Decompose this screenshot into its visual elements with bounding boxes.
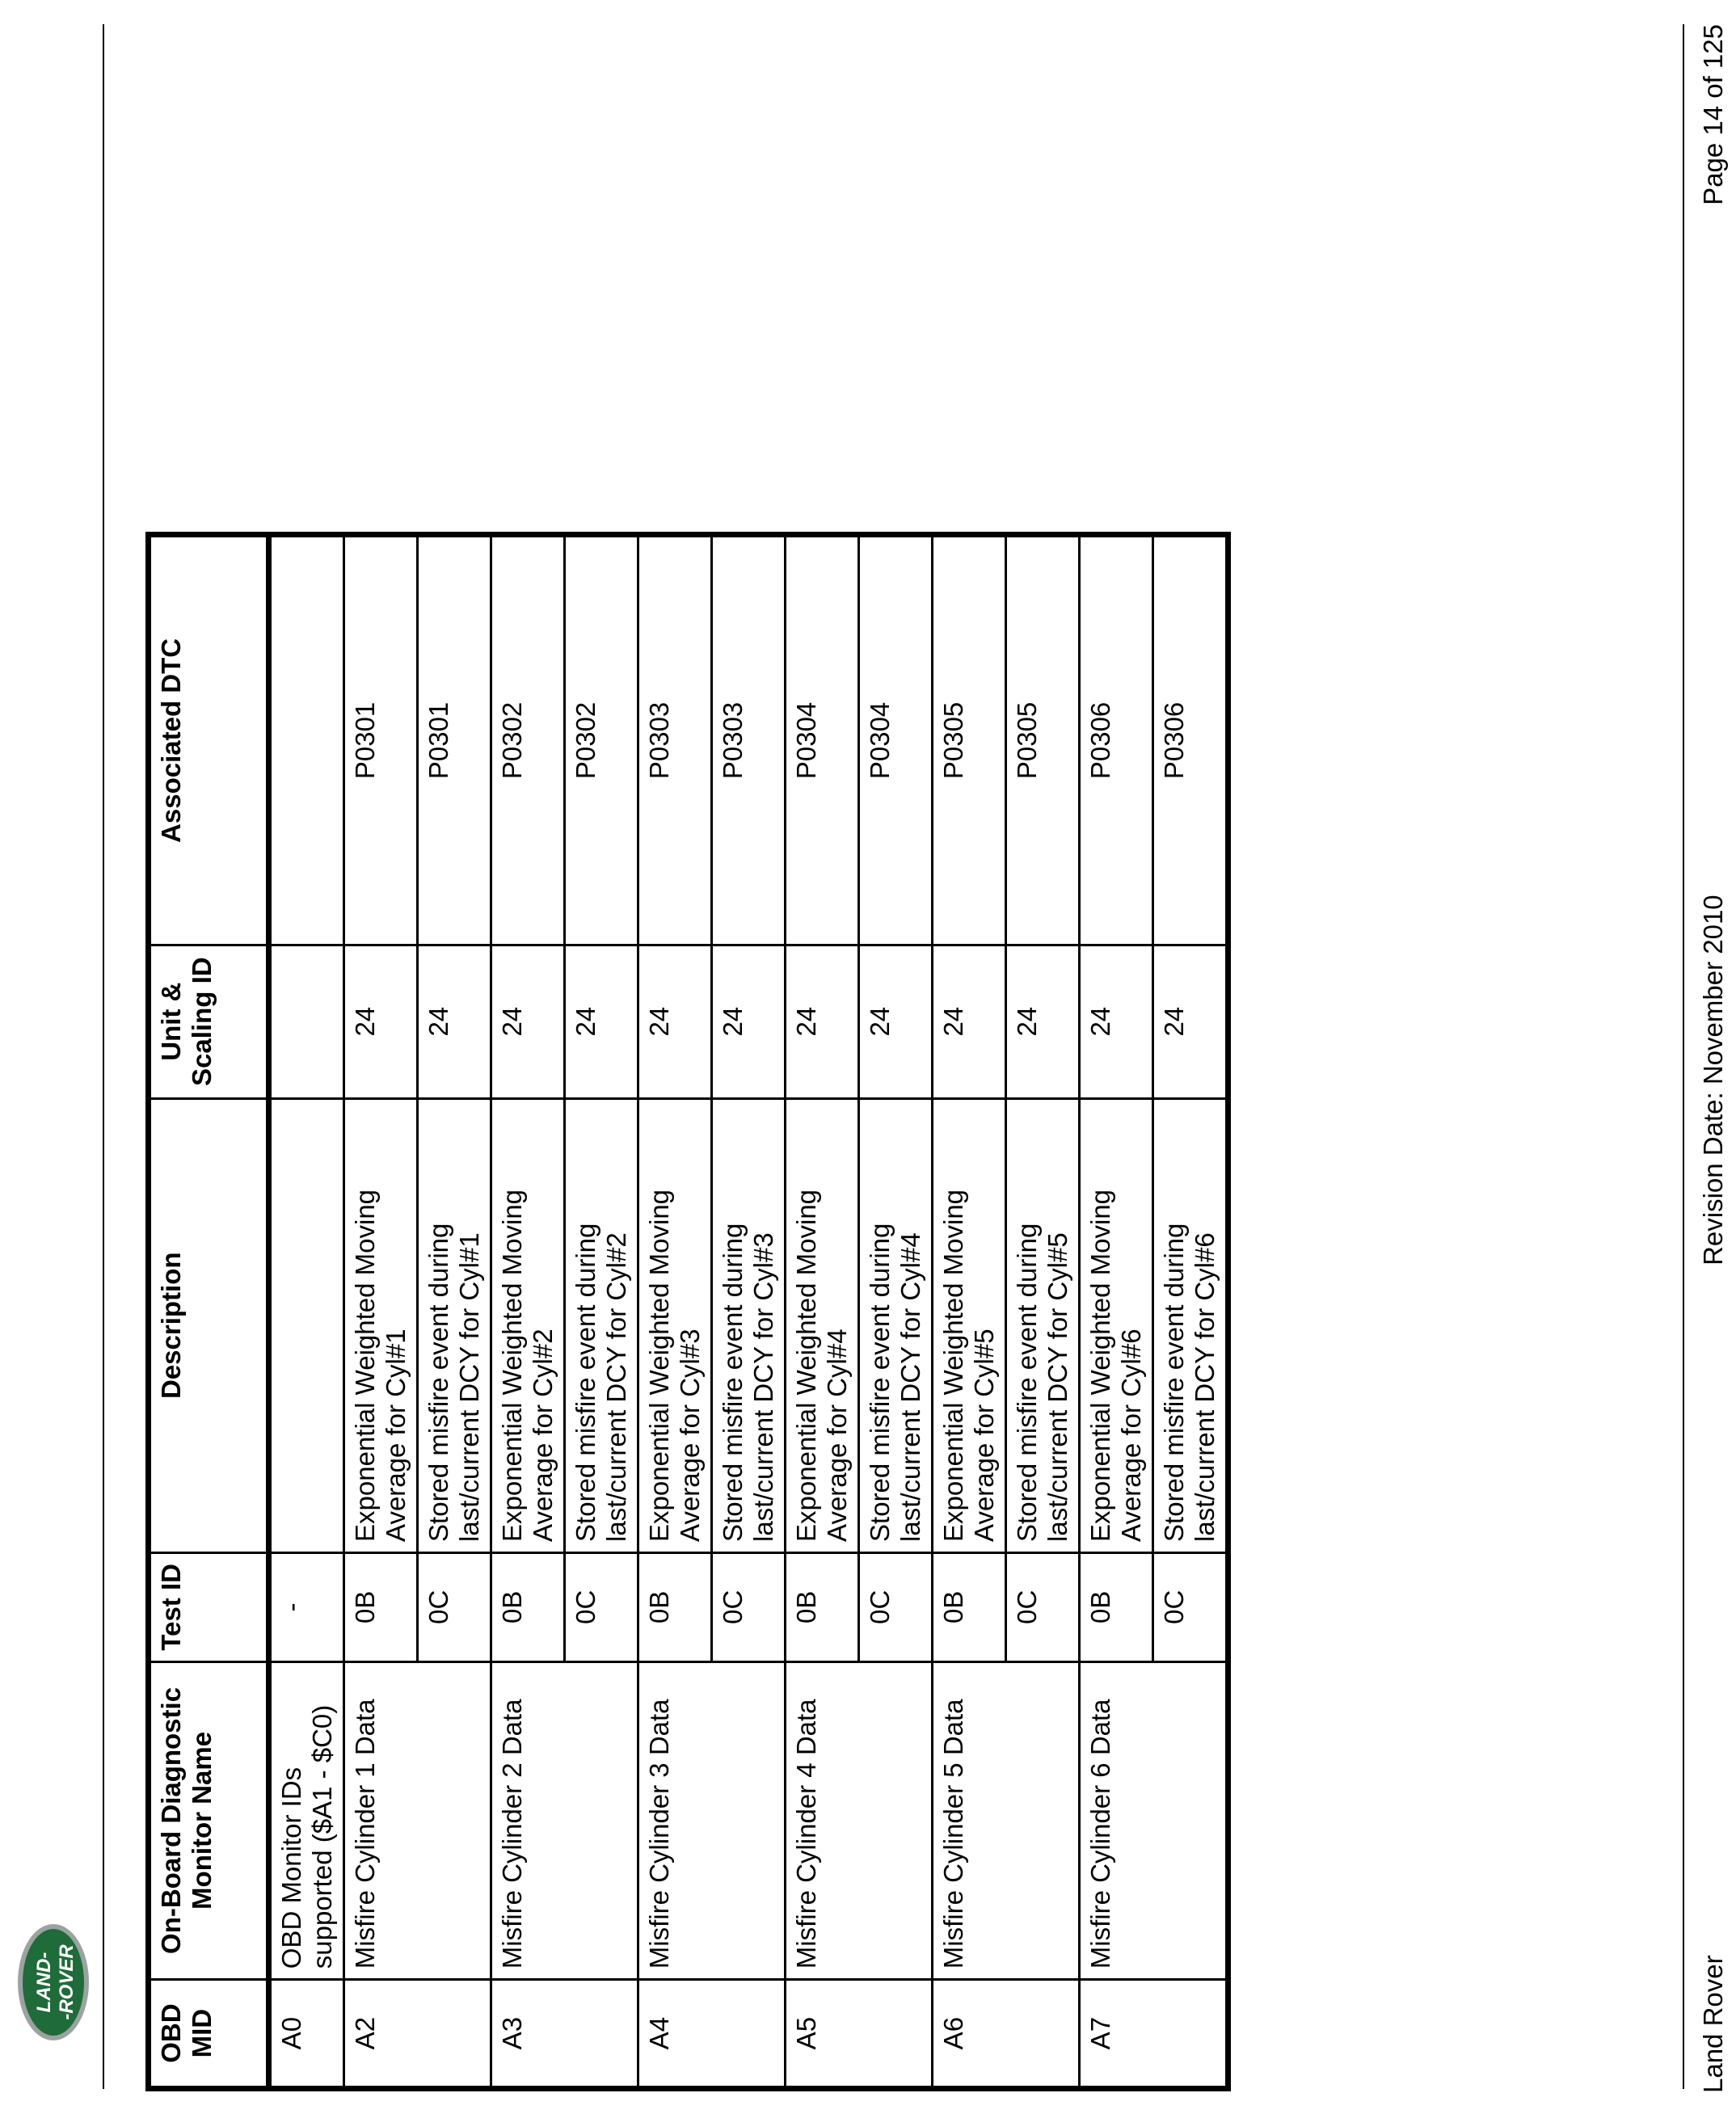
cell-test-id: 0B [491, 1552, 565, 1661]
cell-mid: A5 [786, 1980, 933, 2089]
header-monitor-name: On-Board Diagnostic Monitor Name [149, 1661, 269, 1980]
header-test-id: Test ID [149, 1552, 269, 1661]
cell-unit: 24 [1006, 945, 1080, 1098]
table-row [638, 535, 712, 2089]
footer-page-number: Page 14 of 125 [1698, 24, 1728, 205]
page-footer [1689, 24, 1736, 2093]
table-row [491, 535, 565, 2089]
cell-unit: 24 [565, 945, 638, 1098]
cell-unit: 24 [859, 945, 933, 1098]
cell-test-id: 0B [786, 1552, 859, 1661]
cell-description: Stored misfire event during last/current DCY for Cyl#5 [1006, 1098, 1080, 1552]
cell-mid: A0 [269, 1980, 344, 2089]
cell-description: Exponential Weighted Moving Average for Cyl#5 [933, 1098, 1006, 1552]
header-associated-dtc: Associated DTC [149, 535, 269, 945]
header-rule [103, 24, 104, 2089]
cell-test-id: 0B [344, 1552, 418, 1661]
table-body [269, 535, 1228, 2089]
cell-unit: 24 [638, 945, 712, 1098]
cell-unit: 24 [418, 945, 491, 1098]
table-row [269, 535, 344, 2089]
table-row [786, 535, 859, 2089]
table-header-row [149, 535, 269, 2089]
cell-dtc: P0306 [1080, 535, 1153, 945]
table-container [145, 532, 1231, 2091]
cell-unit: 24 [344, 945, 418, 1098]
cell-unit [269, 945, 344, 1098]
cell-test-id: 0B [638, 1552, 712, 1661]
table-row [344, 535, 418, 2089]
cell-test-id: 0B [933, 1552, 1006, 1661]
cell-test-id: 0C [565, 1552, 638, 1661]
cell-test-id: 0C [418, 1552, 491, 1661]
footer-rule [1683, 24, 1684, 2089]
cell-description: Stored misfire event during last/current DCY for Cyl#4 [859, 1098, 933, 1552]
cell-test-id: 0B [1080, 1552, 1153, 1661]
cell-description: Exponential Weighted Moving Average for Cyl#3 [638, 1098, 712, 1552]
svg-text:LAND-: LAND- [33, 1952, 55, 2013]
cell-test-id: - [269, 1552, 344, 1661]
cell-unit: 24 [786, 945, 859, 1098]
svg-text:-ROVER: -ROVER [56, 1944, 78, 2020]
cell-monitor-name: OBD Monitor IDs supported ($A1 - $C0) [269, 1661, 344, 1980]
cell-monitor-name: Misfire Cylinder 1 Data [344, 1661, 491, 1980]
cell-dtc: P0301 [344, 535, 418, 945]
cell-mid: A3 [491, 1980, 638, 2089]
cell-dtc: P0302 [491, 535, 565, 945]
cell-description: Exponential Weighted Moving Average for Cyl#4 [786, 1098, 859, 1552]
cell-monitor-name: Misfire Cylinder 3 Data [638, 1661, 786, 1980]
cell-mid: A4 [638, 1980, 786, 2089]
cell-monitor-name: Misfire Cylinder 6 Data [1080, 1661, 1228, 1980]
cell-description: Exponential Weighted Moving Average for Cyl#6 [1080, 1098, 1153, 1552]
table-row [933, 535, 1006, 2089]
cell-unit: 24 [1153, 945, 1228, 1098]
cell-dtc: P0306 [1153, 535, 1228, 945]
cell-test-id: 0C [712, 1552, 786, 1661]
cell-test-id: 0C [1006, 1552, 1080, 1661]
table-row [1080, 535, 1153, 2089]
cell-description: Stored misfire event during last/current DCY for Cyl#1 [418, 1098, 491, 1552]
cell-mid: A6 [933, 1980, 1080, 2089]
header-description: Description [149, 1098, 269, 1552]
obd-monitor-table [145, 532, 1231, 2091]
cell-dtc: P0304 [859, 535, 933, 945]
cell-mid: A7 [1080, 1980, 1228, 2089]
cell-dtc: P0301 [418, 535, 491, 945]
cell-dtc: P0302 [565, 535, 638, 945]
cell-unit: 24 [712, 945, 786, 1098]
cell-description: Stored misfire event during last/current DCY for Cyl#6 [1153, 1098, 1228, 1552]
cell-monitor-name: Misfire Cylinder 2 Data [491, 1661, 638, 1980]
header-unit-scaling-id: Unit & Scaling ID [149, 945, 269, 1098]
cell-description [269, 1098, 344, 1552]
header-obd-mid: OBD MID [149, 1980, 269, 2089]
footer-company: Land Rover [1698, 1955, 1728, 2093]
cell-unit: 24 [491, 945, 565, 1098]
cell-monitor-name: Misfire Cylinder 5 Data [933, 1661, 1080, 1980]
cell-unit: 24 [1080, 945, 1153, 1098]
cell-unit: 24 [933, 945, 1006, 1098]
cell-monitor-name: Misfire Cylinder 4 Data [786, 1661, 933, 1980]
cell-description: Stored misfire event during last/current DCY for Cyl#2 [565, 1098, 638, 1552]
cell-dtc [269, 535, 344, 945]
cell-description: Exponential Weighted Moving Average for Cyl#2 [491, 1098, 565, 1552]
footer-revision-date: Revision Date: November 2010 [1698, 895, 1728, 1265]
land-rover-logo [15, 1922, 92, 2043]
cell-dtc: P0303 [638, 535, 712, 945]
cell-dtc: P0304 [786, 535, 859, 945]
cell-test-id: 0C [859, 1552, 933, 1661]
cell-description: Exponential Weighted Moving Average for Cyl#1 [344, 1098, 418, 1552]
cell-mid: A2 [344, 1980, 491, 2089]
cell-dtc: P0305 [1006, 535, 1080, 945]
cell-description: Stored misfire event during last/current DCY for Cyl#3 [712, 1098, 786, 1552]
cell-dtc: P0305 [933, 535, 1006, 945]
cell-test-id: 0C [1153, 1552, 1228, 1661]
cell-dtc: P0303 [712, 535, 786, 945]
